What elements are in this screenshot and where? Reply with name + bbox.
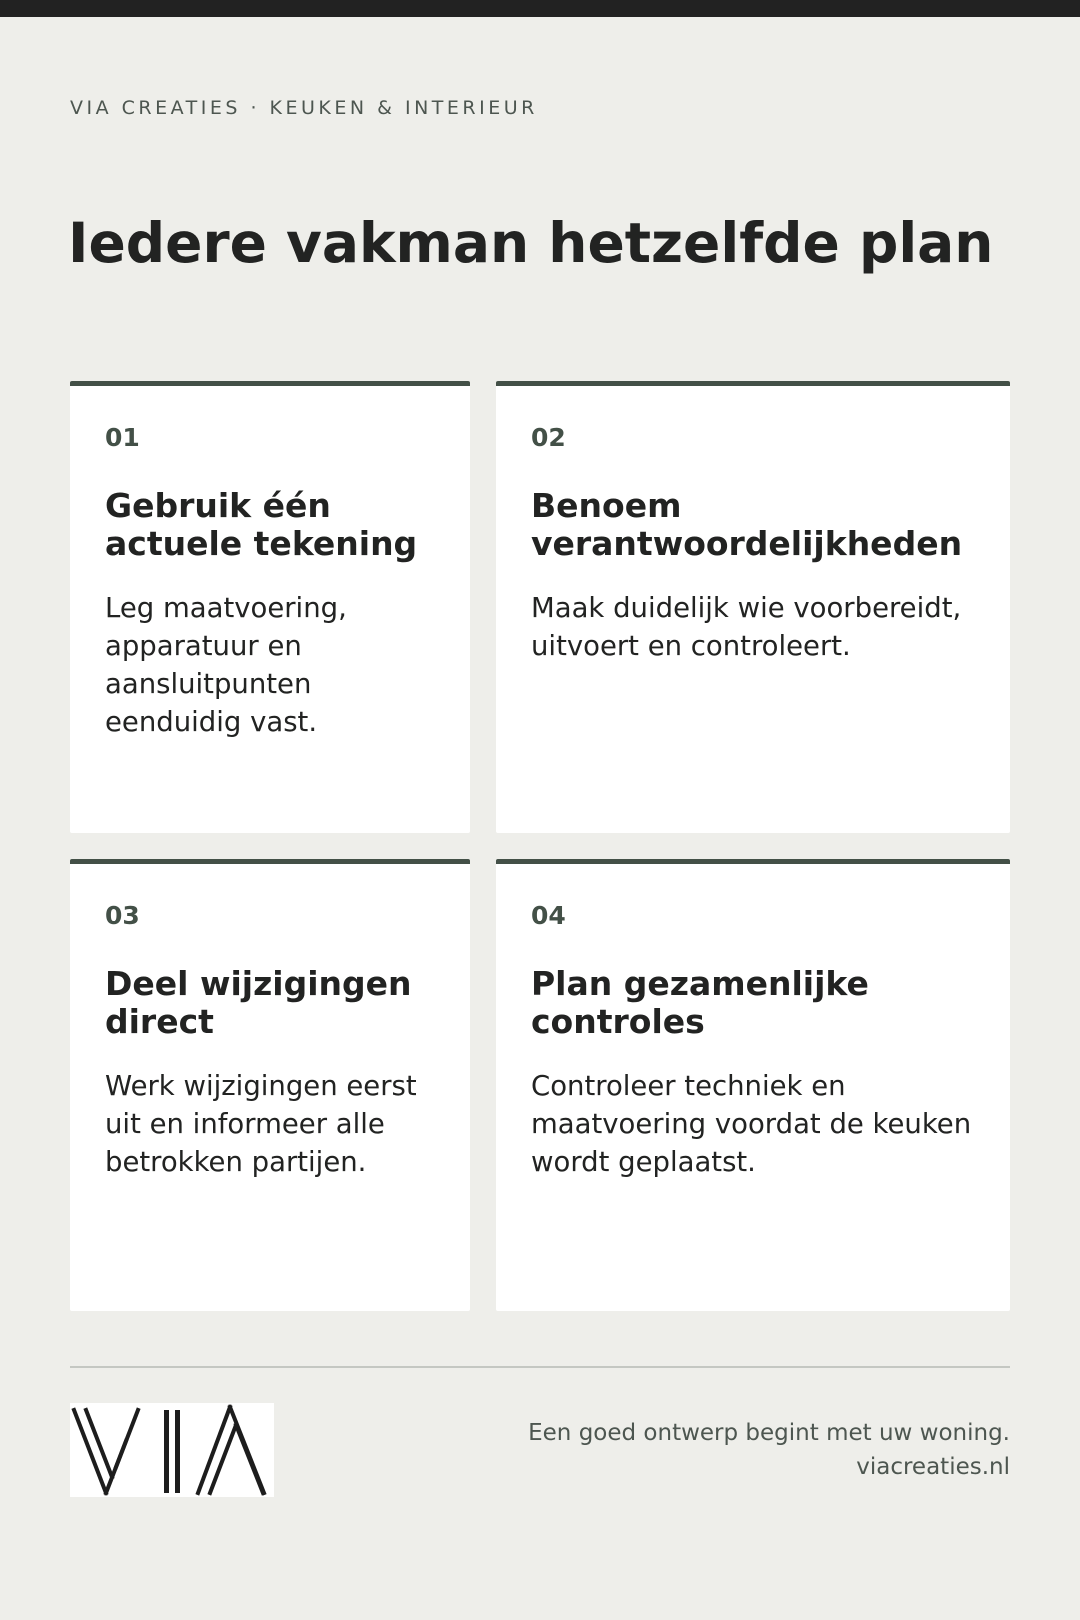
brand-eyebrow: VIA CREATIES · KEUKEN & INTERIEUR (70, 97, 538, 119)
step-description: Maak duidelijk wie voorbereidt, uitvoert en controleert. (531, 592, 962, 662)
footer-tagline: Een goed ontwerp begint met uw woning. (528, 1420, 1010, 1446)
footer-divider (70, 1366, 1010, 1368)
step-card-4 (496, 859, 1010, 1311)
step-title: Benoem verantwoordelijkheden (531, 486, 963, 563)
step-number: 03 (105, 901, 140, 930)
page-title: Iedere vakman hetzelfde plan (68, 211, 994, 275)
via-logo (70, 1403, 274, 1497)
step-description: Leg maatvoering, apparatuur en aansluitpunten eenduidig vast. (105, 592, 347, 738)
step-description: Werk wijzigingen eerst uit en informeer alle betrokken partijen. (105, 1070, 417, 1178)
step-title: Plan gezamenlijke controles (531, 964, 869, 1041)
footer-website[interactable]: viacreaties.nl (856, 1454, 1010, 1480)
step-card-1 (70, 381, 470, 833)
step-number: 04 (531, 901, 566, 930)
step-card-3 (70, 859, 470, 1311)
step-title: Deel wijzigingen direct (105, 964, 412, 1041)
step-number: 01 (105, 423, 140, 452)
via-logo-mark (70, 1403, 274, 1497)
step-title: Gebruik één actuele tekening (105, 486, 418, 563)
step-description: Controleer techniek en maatvoering voordat de keuken wordt geplaatst. (531, 1070, 972, 1178)
step-card-2 (496, 381, 1010, 833)
step-number: 02 (531, 423, 566, 452)
top-bar (0, 0, 1080, 17)
